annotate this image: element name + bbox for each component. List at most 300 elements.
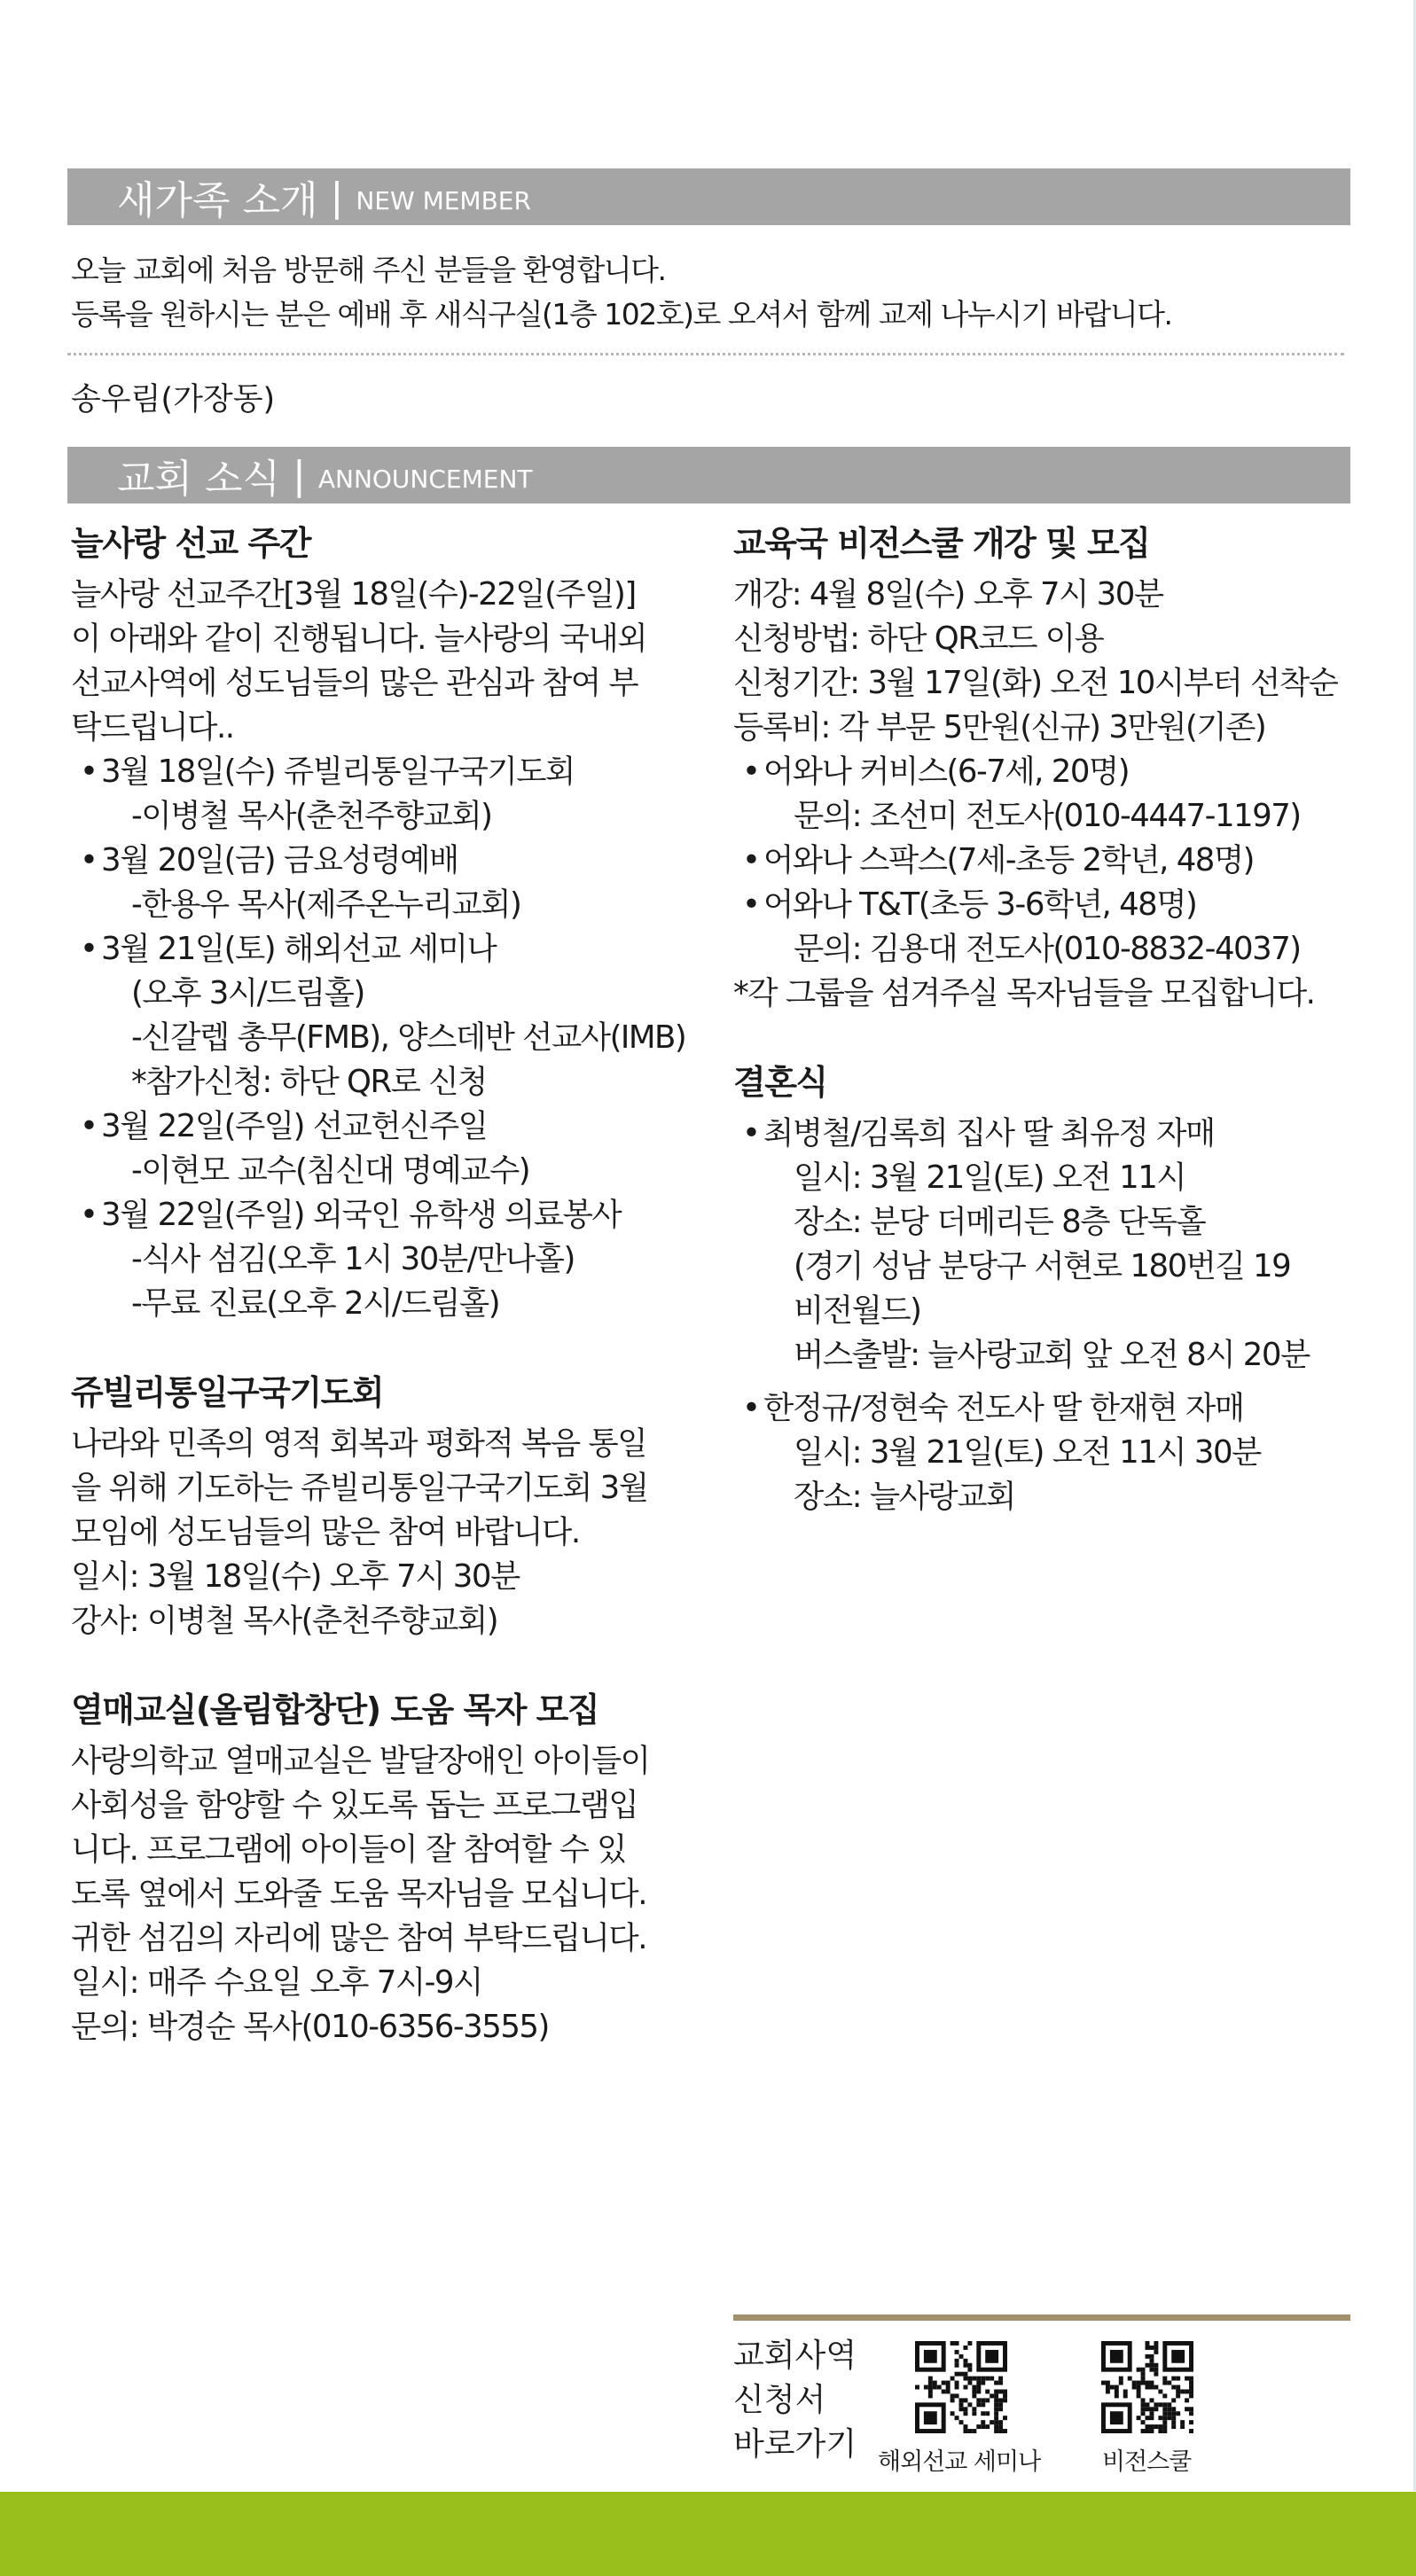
notice-block <box>733 521 1354 1016</box>
qr-module <box>963 2372 967 2377</box>
qr-module <box>1146 2402 1150 2407</box>
qr-module <box>1162 2420 1167 2424</box>
qr-module <box>963 2407 967 2411</box>
qr-module <box>998 2402 1003 2407</box>
qr-finder <box>1110 2350 1123 2363</box>
qr-module <box>1123 2389 1128 2393</box>
notice-title: 결혼식 <box>733 1063 827 1102</box>
qr-module <box>1149 2429 1154 2433</box>
qr-module <box>915 2385 919 2390</box>
qr-module <box>1171 2407 1176 2411</box>
qr-module <box>972 2411 976 2416</box>
qr-module <box>1149 2354 1154 2359</box>
notice-line: 신청방법: 하단 QR코드 이용 <box>733 621 1104 657</box>
qr-module <box>1162 2411 1167 2416</box>
qr-module <box>1154 2385 1158 2390</box>
qr-module <box>1167 2407 1171 2411</box>
qr-module <box>963 2385 967 2390</box>
bullet-sub: -한용우 목사(제주온누리교회) <box>131 886 521 923</box>
qr-module <box>994 2424 998 2429</box>
qr-module <box>955 2341 959 2346</box>
bottom-accent-band <box>0 2492 1416 2576</box>
bullet-item <box>71 927 692 1105</box>
qr-module <box>963 2429 967 2433</box>
qr-module <box>1154 2341 1158 2346</box>
bullet-head: • 3월 18일(수) 쥬빌리통일구국기도회 <box>101 753 575 790</box>
qr-module <box>1162 2381 1167 2385</box>
qr-module <box>1171 2398 1176 2402</box>
qr-module <box>1132 2381 1137 2385</box>
bullet-head: • 한정규/정현숙 전도사 딸 한재현 자매 <box>763 1390 1244 1426</box>
qr-module <box>1176 2385 1180 2390</box>
qr-module <box>1003 2429 1007 2433</box>
qr-module <box>1154 2350 1158 2354</box>
bullet-item <box>733 1112 1354 1378</box>
qr-module <box>1176 2411 1180 2416</box>
bullet-item <box>71 750 692 839</box>
bullet-sub: 문의: 조선미 전도사(010-4447-1197) <box>794 798 1301 834</box>
qr-module <box>928 2393 933 2398</box>
qr-module <box>951 2377 955 2381</box>
bullet-sub: -신갈렙 총무(FMB), 양스데반 선교사(IMB) <box>131 1019 686 1056</box>
qr-module <box>946 2381 951 2385</box>
notice-body <box>71 573 692 1326</box>
qr-code-icon[interactable] <box>915 2341 1007 2433</box>
qr-module <box>963 2377 967 2381</box>
qr-module <box>1132 2385 1137 2390</box>
qr-module <box>1149 2368 1154 2372</box>
qr-module <box>985 2398 990 2402</box>
qr-module <box>1171 2420 1176 2424</box>
qr-module <box>1149 2407 1154 2411</box>
bullet-head: • 최병철/김록희 집사 딸 최유정 자매 <box>763 1115 1215 1151</box>
qr-module <box>1154 2402 1158 2407</box>
qr-module <box>963 2424 967 2429</box>
bullet-head: • 어와나 커비스(6-7세, 20명) <box>763 753 1130 790</box>
qr-module <box>1137 2416 1141 2420</box>
qr-module <box>1162 2402 1167 2407</box>
notice-line: 등록비: 각 부문 5만원(신규) 3만원(기존) <box>733 709 1266 745</box>
intro-line: 오늘 교회에 처음 방문해 주신 분들을 환영합니다. <box>71 253 666 287</box>
bullet-sub: (경기 성남 분당구 서현로 180번길 19 <box>794 1248 1291 1284</box>
qr-module <box>1146 2354 1150 2359</box>
qr-module <box>1154 2424 1158 2429</box>
qr-finder <box>1110 2411 1123 2424</box>
bullet-sub: -식사 섬김(오후 1시 30분/만나홀) <box>131 1241 575 1277</box>
qr-module <box>1162 2416 1167 2420</box>
qr-module <box>994 2402 998 2407</box>
notice-line: 이 아래와 같이 진행됩니다. 늘사랑의 국내외 <box>71 621 646 657</box>
qr-module <box>1137 2393 1141 2398</box>
qr-module <box>1146 2363 1150 2368</box>
qr-module <box>1149 2424 1154 2429</box>
qr-module <box>1106 2389 1110 2393</box>
qr-module <box>972 2407 976 2411</box>
qr-module <box>1167 2402 1171 2407</box>
qr-module <box>1158 2429 1162 2433</box>
notice-line: 탁드립니다.. <box>71 709 234 745</box>
qr-module <box>1180 2420 1185 2424</box>
bullet-item <box>733 839 1354 883</box>
qr-module <box>955 2350 959 2354</box>
qr-module <box>1115 2393 1119 2398</box>
qr-module <box>981 2420 985 2424</box>
qr-module <box>1146 2385 1150 2390</box>
bullet-item <box>733 883 1354 972</box>
qr-module <box>1141 2368 1146 2372</box>
notice-line: 모임에 성도님들의 많은 참여 바랍니다. <box>71 1514 580 1550</box>
qr-module <box>1185 2407 1189 2411</box>
qr-module <box>1003 2393 1007 2398</box>
qr-module <box>928 2385 933 2390</box>
bullet-sub: -무료 진료(오후 2시/드림홀) <box>131 1285 500 1322</box>
qr-module <box>967 2402 972 2407</box>
qr-finder <box>1171 2350 1185 2363</box>
qr-module <box>933 2385 937 2390</box>
qr-module <box>1141 2420 1146 2424</box>
qr-module <box>1154 2346 1158 2350</box>
qr-module <box>951 2411 955 2416</box>
notice-line: 일시: 매주 수요일 오후 7시-9시 <box>71 1964 482 2001</box>
notice-title: 쥬빌리통일구국기도회 <box>71 1373 384 1412</box>
qr-module <box>976 2381 981 2385</box>
qr-module <box>1158 2424 1162 2429</box>
bullet-sub: 버스출발: 늘사랑교회 앞 오전 8시 20분 <box>794 1337 1310 1373</box>
qr-module <box>976 2389 981 2393</box>
bullet-sub: 문의: 김용대 전도사(010-8832-4037) <box>794 931 1301 967</box>
bullet-head: • 어와나 T&T(초등 3-6학년, 48명) <box>763 886 1197 923</box>
bullet-item <box>71 1193 692 1326</box>
new-member-title: 새가족 소개 <box>117 178 318 223</box>
qr-module <box>1162 2377 1167 2381</box>
qr-module <box>1158 2402 1162 2407</box>
header-separator: | <box>293 452 306 498</box>
notice-line: 을 위해 기도하는 쥬빌리통일구국기도회 3월 <box>71 1470 648 1506</box>
qr-module <box>1176 2389 1180 2393</box>
qr-module <box>1106 2385 1110 2390</box>
qr-module <box>1185 2377 1189 2381</box>
qr-module <box>955 2359 959 2363</box>
qr-module <box>1141 2411 1146 2416</box>
bullet-item <box>71 1105 692 1193</box>
footer-label-line: 신청서 <box>733 2382 826 2418</box>
qr-module <box>1149 2385 1154 2390</box>
qr-module <box>955 2393 959 2398</box>
notice-body <box>71 1739 692 2049</box>
notice-block <box>71 1688 692 2049</box>
qr-module <box>1171 2416 1176 2420</box>
qr-module <box>967 2381 972 2385</box>
qr-code-icon[interactable] <box>1101 2341 1193 2433</box>
announcement-title-en: ANNOUNCEMENT <box>317 464 533 494</box>
qr-module <box>1189 2385 1193 2390</box>
qr-module <box>967 2377 972 2381</box>
notice-line: 강사: 이병철 목사(춘천주향교회) <box>71 1603 498 1639</box>
qr-module <box>1128 2377 1132 2381</box>
qr-module <box>998 2429 1003 2433</box>
bullet-item <box>733 750 1354 839</box>
bullet-sub: 비전월드) <box>794 1292 921 1329</box>
qr-module <box>1141 2402 1146 2407</box>
qr-module <box>994 2420 998 2424</box>
qr-module <box>1167 2411 1171 2416</box>
qr-module <box>967 2341 972 2346</box>
qr-module <box>1003 2398 1007 2402</box>
qr-module <box>928 2389 933 2393</box>
qr-caption-mission-seminar: 해외선교 세미나 <box>878 2448 1041 2476</box>
new-member-intro <box>71 248 1171 337</box>
bullet-item <box>71 839 692 927</box>
qr-module <box>994 2429 998 2433</box>
notice-body <box>733 1112 1354 1519</box>
notice-block <box>71 1370 692 1643</box>
qr-module <box>1176 2393 1180 2398</box>
bullet-sub: 장소: 늘사랑교회 <box>794 1479 1015 1515</box>
qr-module <box>1189 2377 1193 2381</box>
qr-module <box>955 2372 959 2377</box>
qr-module <box>1162 2424 1167 2429</box>
bullet-sub: 장소: 분당 더메리든 8층 단독홀 <box>794 1204 1206 1240</box>
qr-module <box>1185 2389 1189 2393</box>
qr-module <box>990 2393 994 2398</box>
qr-module <box>928 2377 933 2381</box>
qr-module <box>976 2377 981 2381</box>
qr-module <box>967 2368 972 2372</box>
qr-module <box>1115 2385 1119 2390</box>
qr-module <box>1137 2385 1141 2390</box>
notice-body <box>71 1422 692 1643</box>
bullet-head: • 3월 20일(금) 금요성령예배 <box>101 842 458 878</box>
qr-module <box>998 2407 1003 2411</box>
qr-module <box>985 2424 990 2429</box>
qr-module <box>985 2377 990 2381</box>
qr-module <box>1171 2377 1176 2381</box>
notice-block <box>71 521 692 1326</box>
qr-module <box>1162 2407 1167 2411</box>
notice-title: 교육국 비전스쿨 개강 및 모집 <box>733 524 1150 563</box>
qr-module <box>998 2381 1003 2385</box>
notice-line: 늘사랑 선교주간[3월 18일(수)-22일(주일)] <box>71 576 636 613</box>
qr-module <box>967 2429 972 2433</box>
qr-module <box>990 2420 994 2424</box>
notice-line: 문의: 박경순 목사(010-6356-3555) <box>71 2009 549 2045</box>
qr-finder <box>985 2350 998 2363</box>
qr-module <box>998 2389 1003 2393</box>
qr-module <box>955 2381 959 2385</box>
qr-caption-vision-school: 비전스쿨 <box>1102 2448 1192 2476</box>
qr-module <box>1167 2381 1171 2385</box>
qr-module <box>990 2377 994 2381</box>
qr-module <box>1149 2398 1154 2402</box>
qr-module <box>994 2416 998 2420</box>
qr-module <box>1154 2368 1158 2372</box>
qr-module <box>1149 2359 1154 2363</box>
qr-module <box>959 2398 964 2402</box>
notice-line: 도록 옆에서 도와줄 도움 목자님을 모십니다. <box>71 1876 646 1912</box>
qr-module <box>942 2389 946 2393</box>
notice-body <box>733 573 1354 1016</box>
qr-module <box>1146 2424 1150 2429</box>
notice-block <box>733 1060 1354 1519</box>
new-member-header <box>67 168 1350 225</box>
qr-module <box>994 2389 998 2393</box>
qr-module <box>959 2420 964 2424</box>
qr-module <box>985 2389 990 2393</box>
qr-module <box>1115 2389 1119 2393</box>
qr-module <box>959 2372 964 2377</box>
qr-module <box>963 2398 967 2402</box>
qr-module <box>994 2393 998 2398</box>
qr-module <box>946 2385 951 2390</box>
notice-line: 니다. 프로그램에 아이들이 잘 참여할 수 있 <box>71 1831 626 1868</box>
bullet-head: • 3월 22일(주일) 외국인 유학생 의료봉사 <box>101 1197 622 1233</box>
qr-module <box>981 2411 985 2416</box>
qr-module <box>1003 2416 1007 2420</box>
qr-module <box>1171 2411 1176 2416</box>
qr-module <box>1101 2381 1106 2385</box>
qr-finder <box>924 2411 937 2424</box>
qr-module <box>1146 2346 1150 2350</box>
qr-module <box>1158 2416 1162 2420</box>
notice-line: 일시: 3월 18일(수) 오후 7시 30분 <box>71 1558 520 1595</box>
qr-module <box>998 2398 1003 2402</box>
notice-line: 선교사역에 성도님들의 많은 관심과 참여 부 <box>71 665 638 701</box>
qr-module <box>1189 2393 1193 2398</box>
intro-line: 등록을 원하시는 분은 예배 후 새식구실(1층 102호)로 오셔서 함께 교제 나누시기 바랍니다. <box>71 297 1172 332</box>
qr-module <box>1003 2389 1007 2393</box>
qr-module <box>951 2398 955 2402</box>
qr-module <box>959 2402 964 2407</box>
bullet-sub: -이병철 목사(춘천주향교회) <box>131 798 492 834</box>
qr-module <box>1119 2381 1123 2385</box>
qr-module <box>955 2363 959 2368</box>
qr-module <box>972 2385 976 2390</box>
qr-module <box>1149 2416 1154 2420</box>
qr-module <box>928 2381 933 2385</box>
qr-module <box>1141 2381 1146 2385</box>
qr-module <box>998 2424 1003 2429</box>
qr-module <box>1171 2385 1176 2390</box>
qr-module <box>994 2411 998 2416</box>
footer-divider <box>733 2314 1350 2321</box>
qr-module <box>967 2363 972 2368</box>
bullet-sub: -이현모 교수(침신대 명예교수) <box>131 1152 530 1189</box>
bullet-sub: 일시: 3월 21일(토) 오전 11시 <box>794 1159 1186 1196</box>
qr-module <box>1176 2377 1180 2381</box>
qr-module <box>1106 2381 1110 2385</box>
qr-module <box>1189 2381 1193 2385</box>
qr-finder <box>924 2350 937 2363</box>
qr-module <box>976 2424 981 2429</box>
qr-module <box>1189 2411 1193 2416</box>
item-spacer <box>733 1378 1354 1386</box>
qr-module <box>998 2377 1003 2381</box>
qr-module <box>1162 2393 1167 2398</box>
bullet-item <box>733 1386 1354 1519</box>
qr-module <box>1146 2381 1150 2385</box>
qr-module <box>1162 2429 1167 2433</box>
qr-module <box>1141 2398 1146 2402</box>
qr-module <box>1119 2377 1123 2381</box>
qr-module <box>976 2385 981 2390</box>
qr-module <box>951 2393 955 2398</box>
qr-module <box>1185 2398 1189 2402</box>
qr-module <box>959 2407 964 2411</box>
notice-line: 사회성을 함양할 수 있도록 돕는 프로그램입 <box>71 1787 638 1823</box>
qr-module <box>1158 2389 1162 2393</box>
qr-module <box>1146 2407 1150 2411</box>
qr-module <box>1141 2372 1146 2377</box>
qr-module <box>1189 2420 1193 2424</box>
header-separator: | <box>330 174 344 220</box>
qr-module <box>972 2393 976 2398</box>
qr-module <box>985 2411 990 2416</box>
notice-title: 열매교실(올림합창단) 도움 목자 모집 <box>71 1690 599 1729</box>
qr-module <box>981 2381 985 2385</box>
footer-label-line: 교회사역 <box>733 2338 857 2374</box>
announcement-right-column <box>733 521 1354 1564</box>
qr-module <box>981 2377 985 2381</box>
footer-label-line: 바로가기 <box>733 2426 857 2463</box>
bullet-head: • 어와나 스팍스(7세-초등 2학년, 48명) <box>763 842 1255 878</box>
qr-module <box>937 2385 942 2390</box>
qr-module <box>994 2398 998 2402</box>
announcement-left-column <box>71 521 692 2094</box>
bullet-head: • 3월 22일(주일) 선교헌신주일 <box>101 1108 488 1144</box>
announcement-header <box>67 447 1350 503</box>
qr-module <box>963 2363 967 2368</box>
footer-label <box>733 2334 857 2467</box>
qr-module <box>1189 2429 1193 2433</box>
qr-module <box>1180 2389 1185 2393</box>
qr-module <box>1137 2381 1141 2385</box>
bullet-head: • 3월 21일(토) 해외선교 세미나 <box>101 931 497 967</box>
qr-module <box>1154 2407 1158 2411</box>
qr-module <box>1154 2372 1158 2377</box>
qr-module <box>924 2385 928 2390</box>
qr-module <box>942 2381 946 2385</box>
qr-module <box>963 2346 967 2350</box>
qr-module <box>959 2354 964 2359</box>
qr-module <box>1110 2385 1115 2390</box>
bullet-sub: (오후 3시/드림홀) <box>131 975 364 1011</box>
qr-module <box>1141 2429 1146 2433</box>
qr-module <box>1189 2389 1193 2393</box>
qr-module <box>963 2359 967 2363</box>
qr-module <box>1180 2424 1185 2429</box>
notice-line: 신청기간: 3월 17일(화) 오전 10시부터 선착순 <box>733 665 1338 701</box>
new-member-title-en: NEW MEMBER <box>356 185 531 215</box>
qr-module <box>1146 2416 1150 2420</box>
qr-module <box>955 2385 959 2390</box>
notice-line: 나라와 민족의 영적 회복과 평화적 복음 통일 <box>71 1425 646 1462</box>
qr-module <box>1149 2381 1154 2385</box>
qr-module <box>981 2398 985 2402</box>
qr-module <box>951 2341 955 2346</box>
qr-module <box>994 2407 998 2411</box>
qr-module <box>1137 2368 1141 2372</box>
qr-module <box>972 2377 976 2381</box>
qr-module <box>946 2389 951 2393</box>
qr-module <box>1171 2424 1176 2429</box>
announcement-title: 교회 소식 <box>117 457 281 502</box>
qr-module <box>955 2416 959 2420</box>
bullet-sub: 일시: 3월 21일(토) 오전 11시 30분 <box>794 1434 1261 1471</box>
qr-module <box>933 2381 937 2385</box>
qr-module <box>1167 2416 1171 2420</box>
qr-module <box>1149 2363 1154 2368</box>
qr-module <box>972 2389 976 2393</box>
